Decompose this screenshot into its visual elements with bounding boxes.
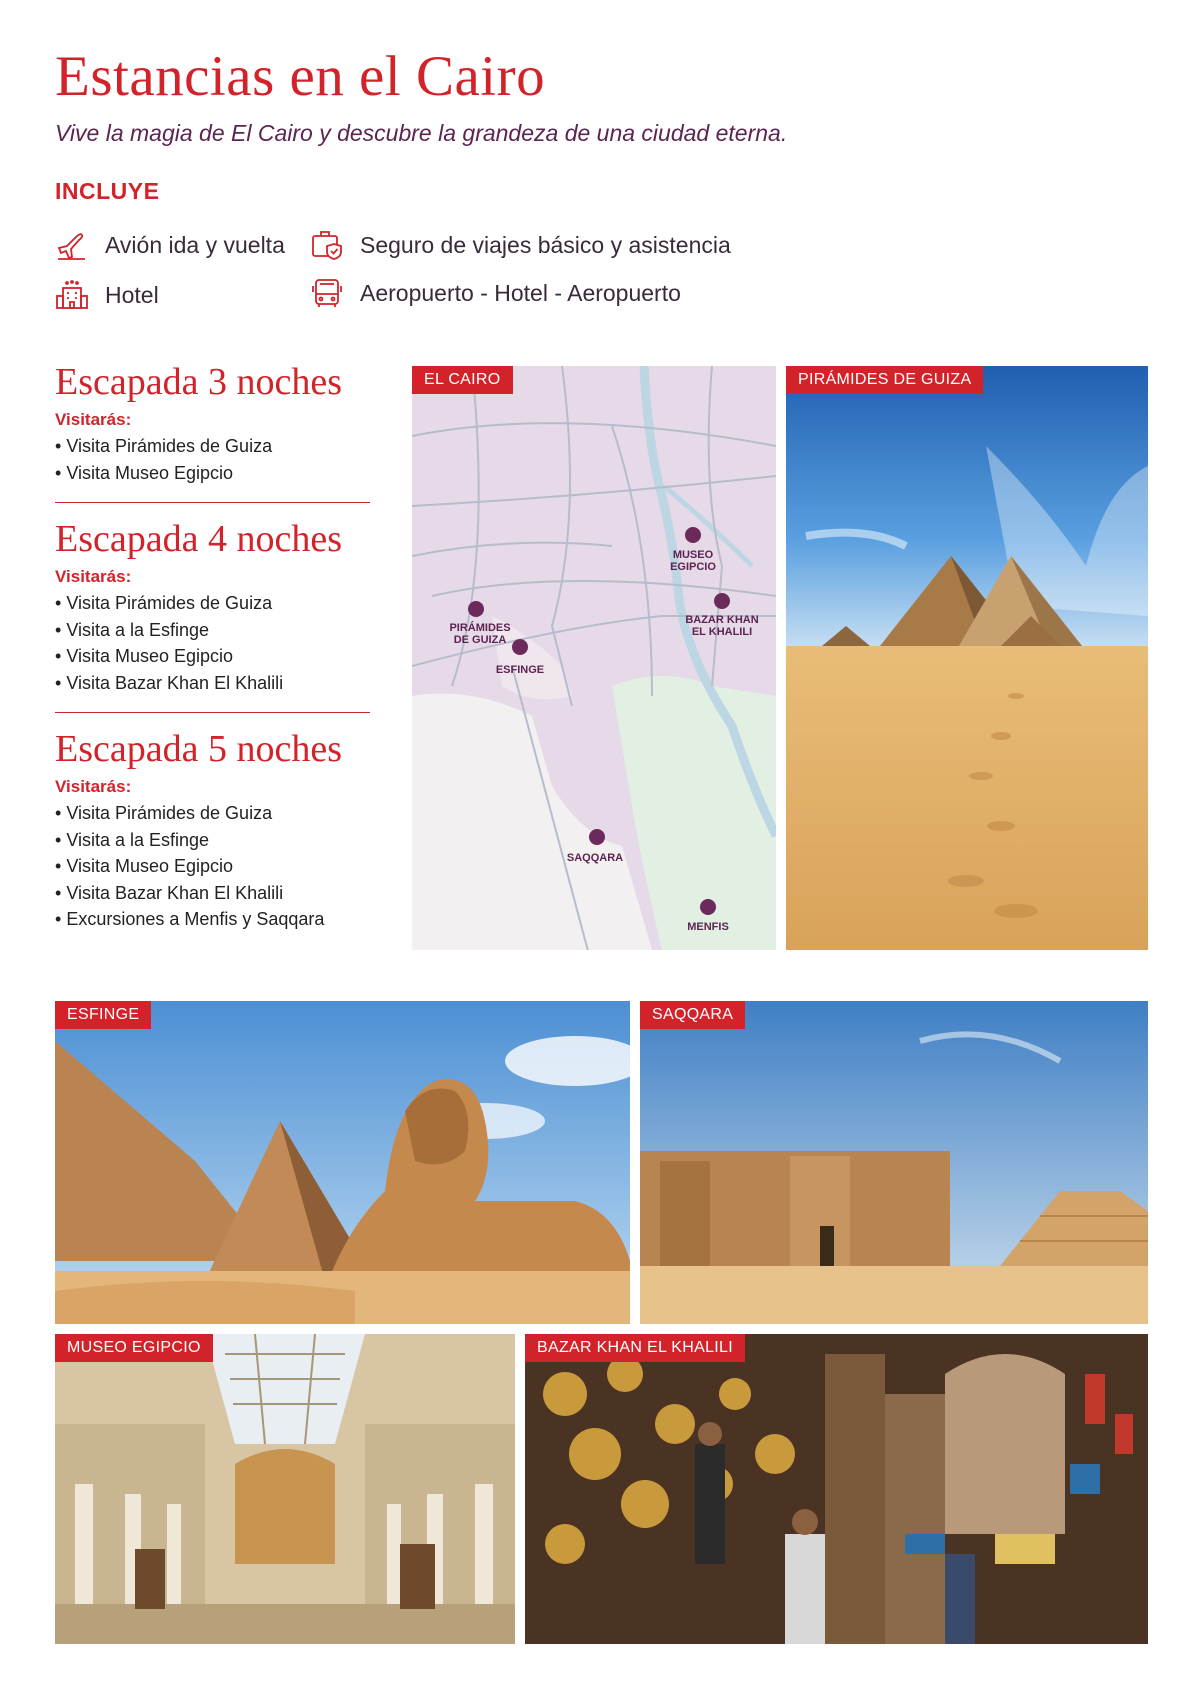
include-label: Aeropuerto - Hotel - Aeropuerto	[360, 279, 681, 306]
museum-image	[55, 1334, 515, 1644]
package-5-nights	[55, 712, 370, 949]
photo-esfinge	[55, 1001, 630, 1324]
page-title: Estancias en el Cairo	[55, 45, 546, 108]
map-tag: EL CAIRO	[412, 366, 513, 394]
list-item: • Excursiones a Menfis y Saqqara	[55, 906, 370, 933]
include-item-insurance	[310, 228, 731, 262]
map-label-saqqara: SAQQARA	[566, 852, 624, 864]
map-label-bazar: BAZAR KHAN	[685, 614, 759, 626]
include-label: Hotel	[105, 281, 159, 308]
page-subtitle: Vive la magia de El Cairo y descubre la grandeza de una ciudad eterna.	[55, 120, 788, 146]
list-item: • Visita Pirámides de Guiza	[55, 800, 370, 827]
list-item: • Visita Bazar Khan El Khalili	[55, 670, 370, 697]
sphinx-image	[55, 1001, 630, 1324]
map-label-bazar: EL KHALILI	[691, 626, 753, 638]
package-4-nights	[55, 502, 370, 712]
include-label: Avión ida y vuelta	[105, 231, 285, 258]
package-visit-label: Visitarás:	[55, 777, 132, 796]
bus-icon	[310, 276, 344, 310]
airplane-icon	[55, 228, 89, 262]
map-label-piramides: DE GUIZA	[453, 634, 507, 646]
map-label-piramides: PIRÁMIDES	[449, 622, 511, 634]
hotel-icon	[55, 278, 89, 312]
bazar-image	[525, 1334, 1148, 1644]
insurance-icon	[310, 228, 344, 262]
package-visit-label: Visitarás:	[55, 567, 132, 586]
list-item: • Visita a la Esfinge	[55, 617, 370, 644]
pyramids-image	[786, 366, 1148, 950]
package-title: Escapada 4 noches	[55, 518, 342, 560]
include-item-transfer	[310, 276, 681, 310]
package-title: Escapada 3 noches	[55, 361, 342, 403]
photo-tag: MUSEO EGIPCIO	[55, 1334, 213, 1362]
map-label-museo: EGIPCIO	[670, 561, 716, 573]
cairo-map	[412, 366, 776, 950]
list-item: • Visita Museo Egipcio	[55, 853, 370, 880]
list-item: • Visita Museo Egipcio	[55, 643, 370, 670]
include-label: Seguro de viajes básico y asistencia	[360, 231, 731, 258]
includes-heading: INCLUYE	[55, 178, 160, 204]
package-title: Escapada 5 noches	[55, 728, 342, 770]
saqqara-image	[640, 1001, 1148, 1324]
map-label-menfis: MENFIS	[687, 921, 729, 933]
photo-tag: ESFINGE	[55, 1001, 151, 1029]
photo-tag: SAQQARA	[640, 1001, 745, 1029]
package-visit-label: Visitarás:	[55, 410, 132, 429]
photo-tag: BAZAR KHAN EL KHALILI	[525, 1334, 745, 1362]
include-item-flight	[55, 228, 285, 262]
photo-museo	[55, 1334, 515, 1644]
list-item: • Visita Museo Egipcio	[55, 460, 370, 487]
packages-list	[55, 360, 370, 949]
photo-tag: PIRÁMIDES DE GUIZA	[786, 366, 983, 394]
map-label-museo: MUSEO	[672, 549, 714, 561]
list-item: • Visita Pirámides de Guiza	[55, 590, 370, 617]
photo-saqqara	[640, 1001, 1148, 1324]
map-graphic	[412, 366, 776, 950]
include-item-hotel	[55, 278, 159, 312]
list-item: • Visita a la Esfinge	[55, 827, 370, 854]
photo-piramides	[786, 366, 1148, 950]
list-item: • Visita Bazar Khan El Khalili	[55, 880, 370, 907]
package-3-nights	[55, 360, 370, 502]
list-item: • Visita Pirámides de Guiza	[55, 433, 370, 460]
map-label-esfinge: ESFINGE	[495, 664, 545, 676]
photo-bazar	[525, 1334, 1148, 1644]
